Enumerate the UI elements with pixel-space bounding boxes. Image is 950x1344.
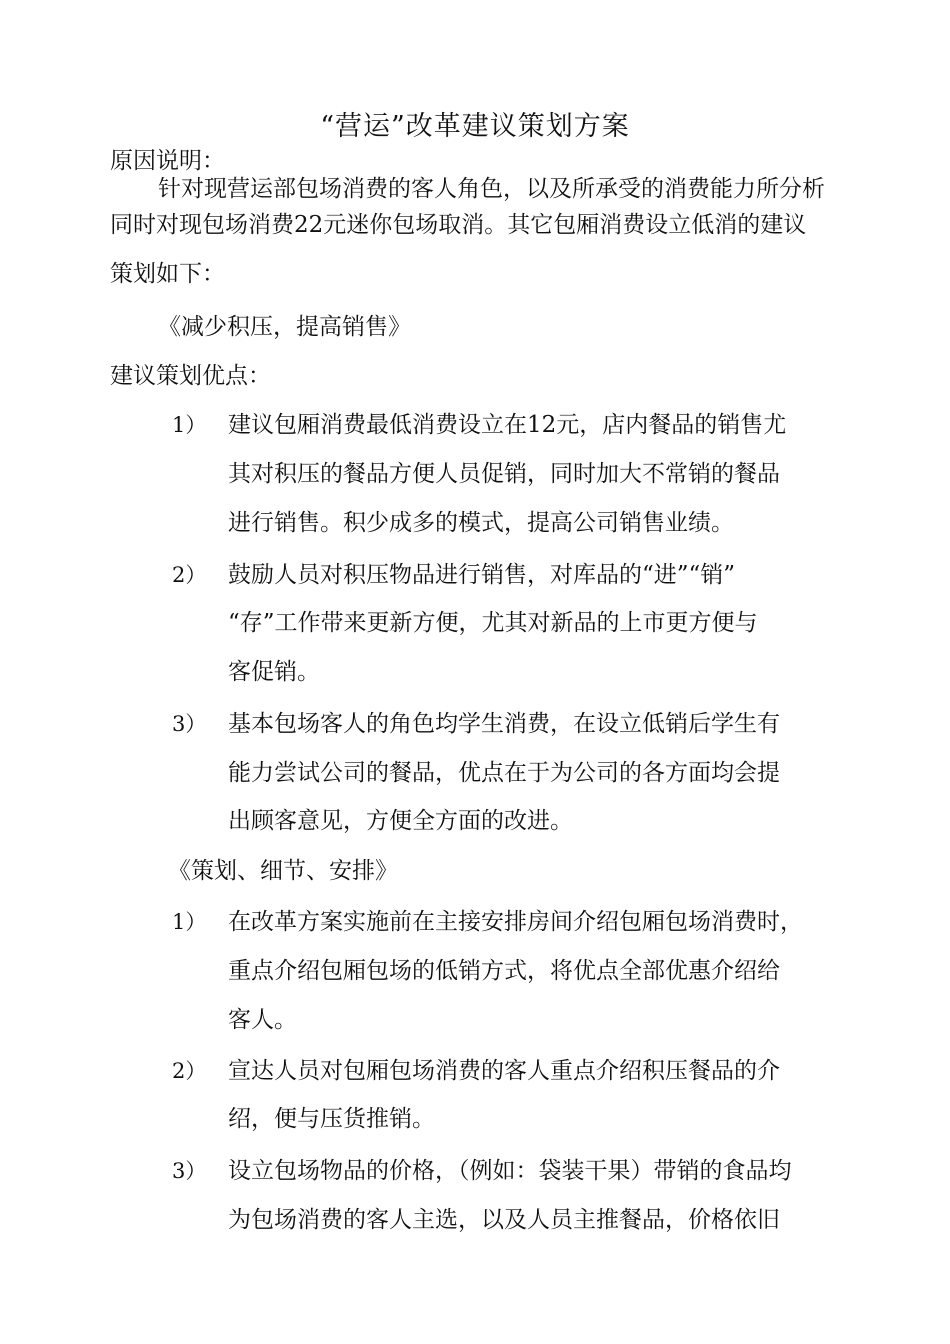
advantage-3-line-1: 基本包场客人的角色均学生消费，在设立低销后学生有 xyxy=(228,711,780,737)
arrangement-3-number: 3） xyxy=(172,1159,207,1183)
arrangement-3-line-2: 为包场消费的客人主选，以及人员主推餐品，价格依旧 xyxy=(228,1207,780,1233)
reason-line-1: 针对现营运部包场消费的客人角色，以及所承受的消费能力所分析 xyxy=(158,176,825,202)
advantage-3-line-2: 能力尝试公司的餐品，优点在于为公司的各方面均会提 xyxy=(228,760,780,786)
section1-title: 《减少积压，提高销售》 xyxy=(158,314,411,340)
arrangement-2-line-2: 绍，便与压货推销。 xyxy=(228,1106,435,1132)
advantages-heading: 建议策划优点： xyxy=(110,363,271,389)
advantage-1-line-2: 其对积压的餐品方便人员促销，同时加大不常销的餐品 xyxy=(228,461,780,487)
arrangement-2-number: 2） xyxy=(172,1059,207,1083)
arrangement-3-line-1: 设立包场物品的价格，（例如：袋装干果）带销的食品均 xyxy=(228,1158,792,1184)
reason-line-3: 策划如下： xyxy=(110,261,225,287)
arrangement-1-line-1: 在改革方案实施前在主接安排房间介绍包厢包场消费时， xyxy=(228,909,803,935)
advantage-2-number: 2） xyxy=(172,563,207,587)
arrangement-2-line-1: 宣达人员对包厢包场消费的客人重点介绍积压餐品的介 xyxy=(228,1058,780,1084)
reason-line-2: 同时对现包场消费22元迷你包场取消。其它包厢消费设立低消的建议 xyxy=(110,212,807,238)
arrangement-1-line-3: 客人。 xyxy=(228,1007,297,1033)
reason-heading: 原因说明： xyxy=(110,148,225,174)
arrangement-1-line-2: 重点介绍包厢包场的低销方式，将优点全部优惠介绍给 xyxy=(228,958,780,984)
advantage-2-line-3: 客促销。 xyxy=(228,659,320,685)
advantage-2-line-1: 鼓励人员对积压物品进行销售，对库品的“进”“销” xyxy=(228,562,736,588)
document-title: “营运”改革建议策划方案 xyxy=(320,111,630,142)
section2-title: 《策划、细节、安排》 xyxy=(168,858,398,884)
advantage-3-line-3: 出顾客意见，方便全方面的改进。 xyxy=(228,808,573,834)
advantage-1-line-3: 进行销售。积少成多的模式，提高公司销售业绩。 xyxy=(228,510,734,536)
advantage-1-number: 1） xyxy=(172,413,207,437)
advantage-2-line-2: “存”工作带来更新方便，尤其对新品的上市更方便与 xyxy=(228,610,758,636)
advantage-1-line-1: 建议包厢消费最低消费设立在12元，店内餐品的销售尤 xyxy=(228,412,787,438)
arrangement-1-number: 1） xyxy=(172,910,207,934)
advantage-3-number: 3） xyxy=(172,712,207,736)
